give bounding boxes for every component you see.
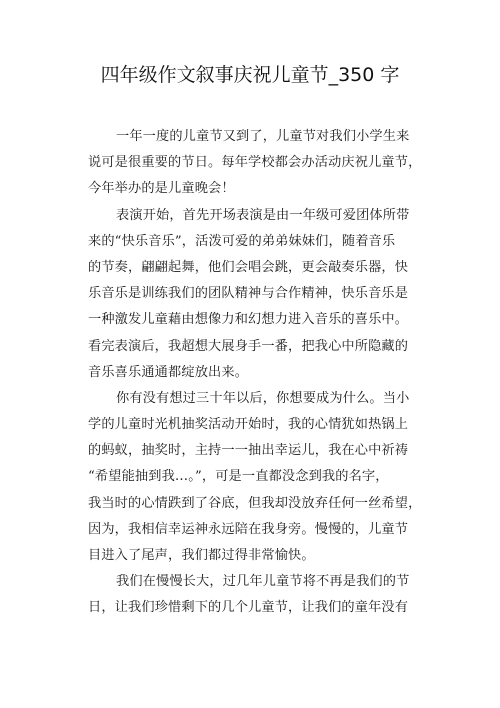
paragraph-2 bbox=[88, 203, 424, 386]
text-line: 因为，我相信幸运神永远陪在我身旁。慢慢的，儿童节 bbox=[88, 521, 409, 537]
text-line: 你有没有想过三十年以后，你想要成为什么。当小 bbox=[116, 390, 410, 406]
text-line: 目进入了尾声，我们都过得非常愉快。 bbox=[88, 548, 315, 563]
document-body bbox=[88, 124, 424, 622]
paragraph-3 bbox=[88, 386, 424, 569]
text-line: 日，让我们珍惜剩下的几个儿童节，让我们的童年没有 bbox=[88, 600, 409, 616]
text-line: 今年举办的是儿童晚会！ bbox=[88, 181, 235, 197]
text-line: 乐音乐是训练我们的团队精神与合作精神，快乐音乐是 bbox=[88, 286, 409, 302]
text-line: 一年一度的儿童节又到了，儿童节对我们小学生来 bbox=[116, 129, 410, 144]
text-line: 看完表演后，我超想大展身手一番，把我心中所隐藏的 bbox=[88, 338, 409, 354]
document-title: 四年级作文叙事庆祝儿童节_350 字 bbox=[100, 64, 400, 86]
text-line: 说可是很重要的节日。每年学校都会办活动庆祝儿童节， bbox=[88, 155, 422, 171]
paragraph-4 bbox=[88, 569, 424, 621]
text-line: 表演开始，首先开场表演是由一年级可爱团体所带 bbox=[116, 207, 410, 223]
text-line: 学的儿童时光机抽奖活动开始时，我的心情犹如热锅上 bbox=[88, 417, 409, 433]
paragraph-1 bbox=[88, 124, 424, 203]
text-line: 的节奏，翩翩起舞，他们会唱会跳，更会敲奏乐器，快 bbox=[88, 259, 409, 275]
text-line: “希望能抽到我…。”，可是一直都没念到我的名字， bbox=[88, 469, 389, 485]
text-line: 我当时的心情跌到了谷底，但我却没放弃任何一丝希望， bbox=[88, 495, 422, 511]
text-line: 一种激发儿童藉由想像力和幻想力进入音乐的喜乐中。 bbox=[88, 312, 409, 328]
text-line: 来的“快乐音乐”，活泼可爱的弟弟妹妹们，随着音乐 bbox=[88, 233, 396, 249]
text-line: 我们在慢慢长大，过几年儿童节将不再是我们的节 bbox=[116, 574, 410, 590]
text-line: 音乐喜乐通通都绽放出来。 bbox=[88, 364, 249, 380]
text-line: 的蚂蚁，抽奖时，主持一一抽出幸运儿，我在心中祈祷 bbox=[88, 443, 409, 459]
